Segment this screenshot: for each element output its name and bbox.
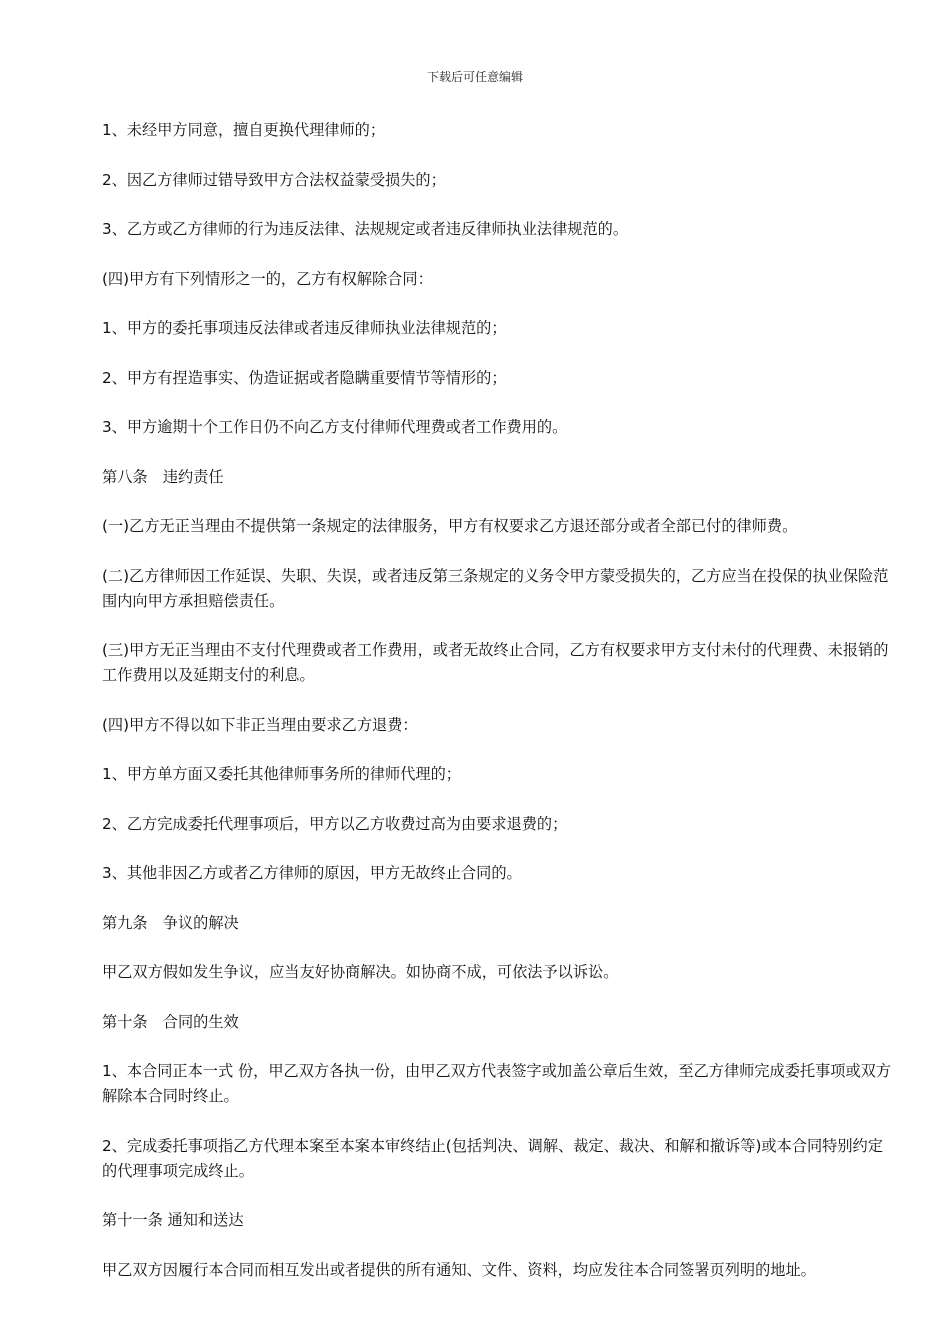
section-heading: 第十一条 通知和送达 xyxy=(102,1211,244,1229)
paragraph: 3、乙方或乙方律师的行为违反法律、法规规定或者违反律师执业法律规范的。 xyxy=(102,220,629,238)
paragraph: (三)甲方无正当理由不支付代理费或者工作费用，或者无故终止合同，乙方有权要求甲方支付未付的代理费、未报销的工作费用以及延期支付的利息。 xyxy=(102,641,889,684)
paragraph: 1、甲方单方面又委托其他律师事务所的律师代理的； xyxy=(102,765,461,783)
section-heading: 第九条 争议的解决 xyxy=(102,913,239,932)
paragraph: 2、甲方有捏造事实、伪造证据或者隐瞒重要情节等情形的； xyxy=(102,368,507,387)
paragraph: 1、甲方的委托事项违反法律或者违反律师执业法律规范的； xyxy=(102,319,507,337)
paragraph: (四)甲方有下列情形之一的，乙方有权解除合同： xyxy=(102,269,433,288)
paragraph: 2、因乙方律师过错导致甲方合法权益蒙受损失的； xyxy=(102,170,446,189)
paragraph: 2、完成委托事项指乙方代理本案至本案本审终结止(包括判决、调解、裁定、裁决、和解和撤诉等)或本合同特别约定的代理事项完成终止。 xyxy=(102,1136,883,1180)
paragraph: 3、甲方逾期十个工作日仍不向乙方支付律师代理费或者工作费用的。 xyxy=(102,418,568,436)
document-body xyxy=(102,118,892,1307)
paragraph: 1、本合同正本一式 份，甲乙双方各执一份，由甲乙双方代表签字或加盖公章后生效，至乙方律师完成委托事项或双方解除本合同时终止。 xyxy=(102,1062,892,1105)
paragraph: 甲乙双方假如发生争议，应当友好协商解决。如协商不成，可依法予以诉讼。 xyxy=(102,963,619,981)
paragraph: (一)乙方无正当理由不提供第一条规定的法律服务，甲方有权要求乙方退还部分或者全部已付的律师费。 xyxy=(102,517,798,535)
paragraph: 2、乙方完成委托代理事项后，甲方以乙方收费过高为由要求退费的； xyxy=(102,814,568,833)
paragraph: (四)甲方不得以如下非正当理由要求乙方退费： xyxy=(102,715,418,734)
section-heading: 第十条 合同的生效 xyxy=(102,1012,239,1031)
page-header: 下载后可任意编辑 xyxy=(426,70,523,84)
paragraph: 甲乙双方因履行本合同而相互发出或者提供的所有通知、文件、资料，均应发往本合同签署页列明的地址。 xyxy=(102,1260,816,1279)
paragraph: 3、其他非因乙方或者乙方律师的原因，甲方无故终止合同的。 xyxy=(102,864,522,882)
paragraph: (二)乙方律师因工作延误、失职、失误，或者违反第三条规定的义务令甲方蒙受损失的，乙方应当在投保的执业保险范围内向甲方承担赔偿责任。 xyxy=(102,566,889,610)
paragraph: 1、未经甲方同意，擅自更换代理律师的； xyxy=(102,121,386,139)
section-heading: 第八条 违约责任 xyxy=(102,467,224,486)
